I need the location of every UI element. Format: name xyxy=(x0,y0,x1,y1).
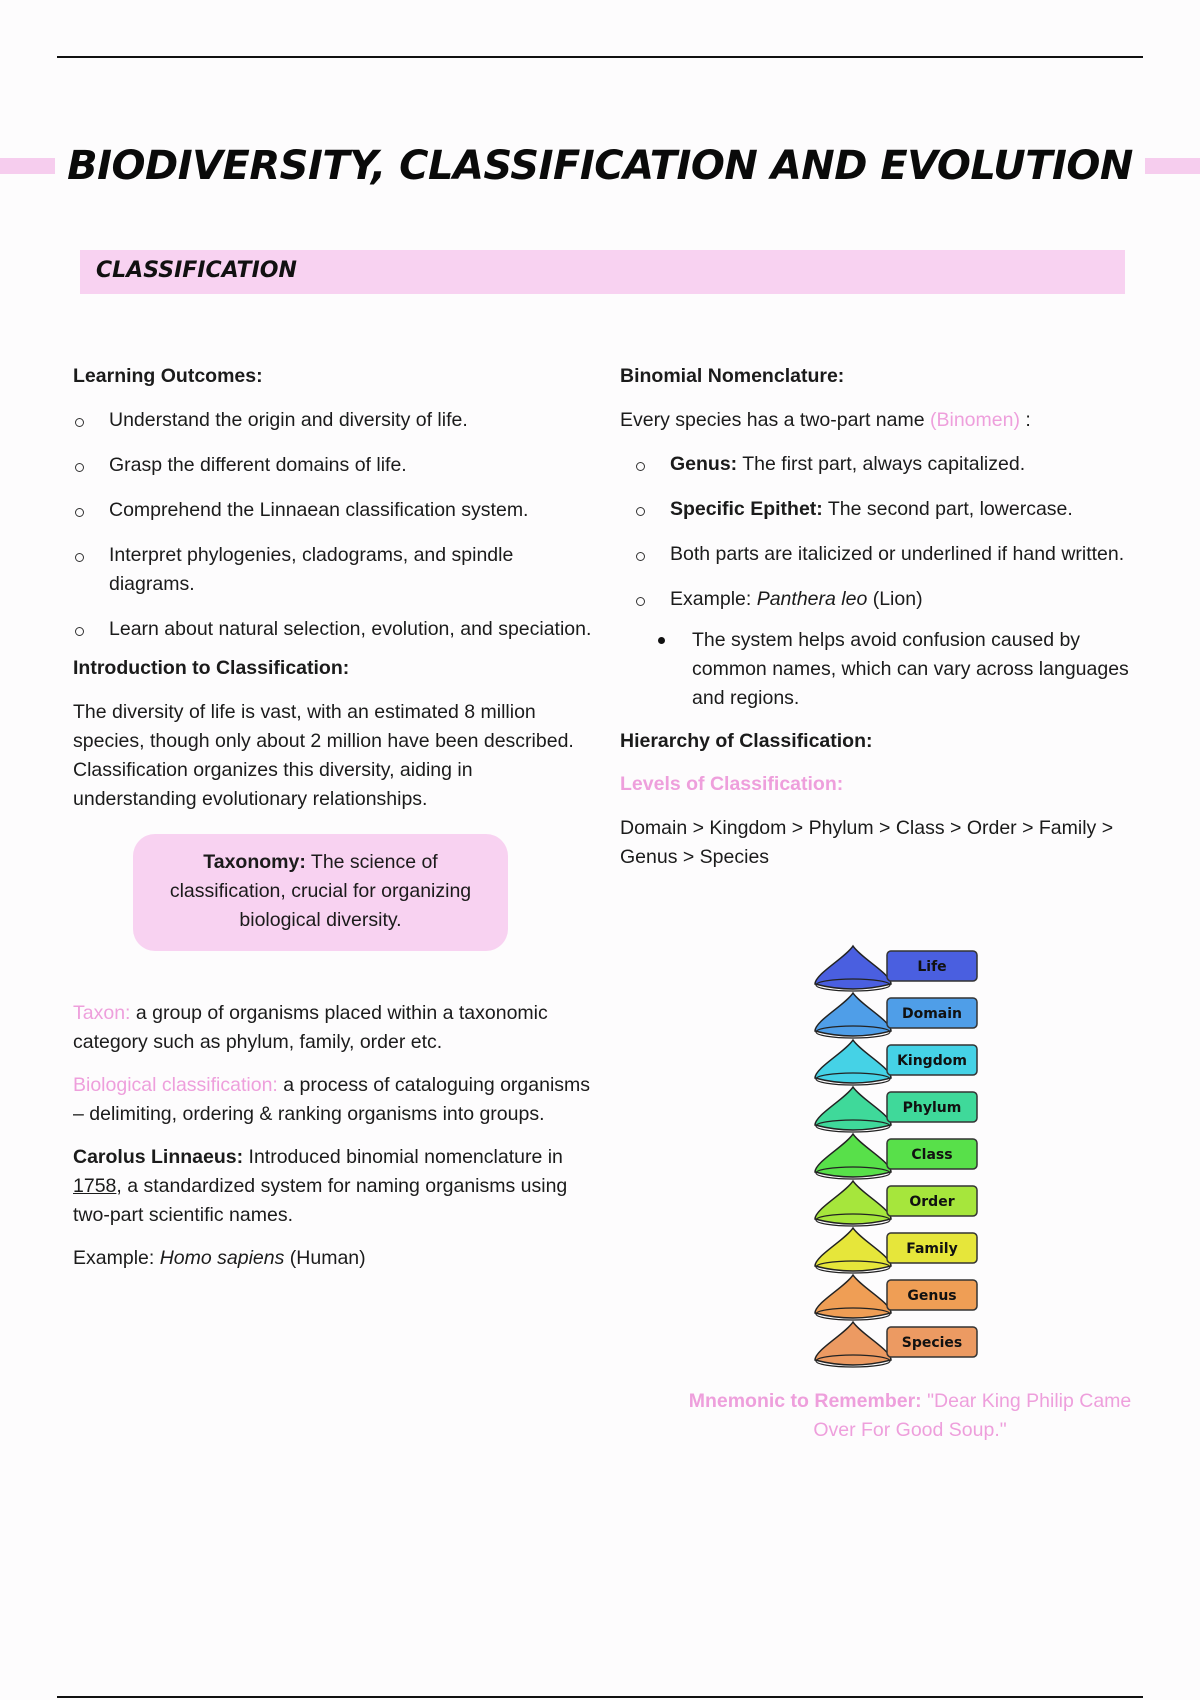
bioclass-definition xyxy=(73,1071,593,1129)
spindle-level-phylum xyxy=(815,1087,977,1132)
mnemonic-text: "Dear King Philip Came Over For Good Soup." xyxy=(813,1390,1132,1441)
binomial-list xyxy=(620,450,1140,614)
linnaeus-text: Introduced binomial nomenclature in xyxy=(243,1146,563,1168)
taxon-term: Taxon: xyxy=(73,1002,131,1024)
mnemonic xyxy=(680,1387,1140,1445)
human-example xyxy=(73,1244,593,1273)
binomial-intro-text: Every species has a two-part name xyxy=(620,409,930,431)
spindle-level-life xyxy=(815,946,977,991)
taxonomy-text: The science of classification, crucial for organizing biological diversity. xyxy=(169,851,472,931)
page-title: BIODIVERSITY, CLASSIFICATION AND EVOLUTION xyxy=(0,140,1200,192)
spindle-label: Class xyxy=(911,1147,953,1163)
spindle-level-order xyxy=(815,1181,977,1226)
spindle-bell xyxy=(815,1322,891,1365)
outcomes-heading: Learning Outcomes: xyxy=(73,365,263,387)
right-column xyxy=(620,362,1140,886)
levels-text: Domain > Kingdom > Phylum > Class > Order > Family > Genus > Species xyxy=(620,817,1114,868)
spindle-level-genus xyxy=(815,1275,977,1320)
spindle-label: Genus xyxy=(907,1288,957,1304)
bottom-rule xyxy=(57,1696,1143,1698)
list-item: Comprehend the Linnaean classification system. xyxy=(73,496,593,525)
list-item: Interpret phylogenies, cladograms, and spindle diagrams. xyxy=(73,541,593,599)
example-common: (Lion) xyxy=(867,588,923,610)
binomen-term: (Binomen) xyxy=(929,409,1020,431)
taxonomy-term: Taxonomy: xyxy=(203,851,306,873)
example-name: Panthera leo xyxy=(756,588,868,610)
spindle-bell xyxy=(815,1087,891,1130)
binomial-heading: Binomial Nomenclature: xyxy=(620,365,845,387)
spindle-bell xyxy=(815,1040,891,1083)
hierarchy-heading: Hierarchy of Classification: xyxy=(620,730,873,752)
list-item: Learn about natural selection, evolution, and speciation. xyxy=(73,615,593,644)
binomial-colon: : xyxy=(1019,409,1031,431)
spindle-label: Kingdom xyxy=(897,1053,967,1069)
spindle-level-family xyxy=(815,1228,977,1273)
classification-spindle-diagram xyxy=(805,938,985,1378)
intro-heading: Introduction to Classification: xyxy=(73,657,350,679)
intro-text: The diversity of life is vast, with an estimated 8 million species, though only about 2 million have been described. Classification organizes this diversity, aiding in understanding evolutionary relationships. xyxy=(73,701,574,810)
section-title: CLASSIFICATION xyxy=(96,258,297,283)
spindle-label: Life xyxy=(917,959,947,975)
left-column xyxy=(73,362,593,1287)
list-item xyxy=(620,450,1140,479)
spindle-level-species xyxy=(815,1322,977,1367)
linnaeus-paragraph xyxy=(73,1143,593,1230)
section-header xyxy=(80,250,1125,294)
spindle-bell xyxy=(815,1134,891,1177)
example-label: Example: xyxy=(73,1247,160,1269)
spindle-bell xyxy=(815,993,891,1036)
spindle-bell xyxy=(815,946,891,989)
taxon-text: a group of organisms placed within a taxonomic category such as phylum, family, order etc. xyxy=(73,1002,548,1053)
taxonomy-callout xyxy=(133,834,508,951)
mnemonic-label: Mnemonic to Remember: xyxy=(688,1390,922,1412)
epithet-text: The second part, lowercase. xyxy=(822,498,1073,520)
genus-term: Genus: xyxy=(670,453,738,475)
spindle-label: Domain xyxy=(901,1006,963,1022)
spindle-label: Order xyxy=(909,1194,955,1210)
spindle-label: Family xyxy=(906,1241,958,1257)
example-common: (Human) xyxy=(284,1247,366,1269)
example-name: Homo sapiens xyxy=(159,1247,285,1269)
binomial-intro xyxy=(620,406,1140,435)
list-item xyxy=(620,495,1140,524)
bioclass-text: a process of cataloguing organisms – delimiting, ordering & ranking organisms into groups. xyxy=(73,1074,591,1125)
linnaeus-text-end: , a standardized system for naming organisms using two-part scientific names. xyxy=(73,1175,568,1226)
list-item: Grasp the different domains of life. xyxy=(73,451,593,480)
example-label: Example: xyxy=(670,588,757,610)
list-item xyxy=(620,585,1140,614)
bioclass-term: Biological classification: xyxy=(73,1074,278,1096)
system-note-list xyxy=(620,626,1140,713)
list-item: Both parts are italicized or underlined if hand written. xyxy=(620,540,1140,569)
spindle-label: Species xyxy=(901,1335,963,1351)
top-rule xyxy=(57,56,1143,58)
epithet-term: Specific Epithet: xyxy=(670,498,823,520)
spindle-level-domain xyxy=(815,993,977,1038)
spindle-level-class xyxy=(815,1134,977,1179)
linnaeus-year: 1758 xyxy=(73,1175,117,1197)
genus-text: The first part, always capitalized. xyxy=(737,453,1026,475)
spindle-bell xyxy=(815,1181,891,1224)
system-note: The system helps avoid confusion caused by common names, which can vary across languages and regions. xyxy=(620,626,1140,713)
spindle-bell xyxy=(815,1275,891,1318)
list-item: Understand the origin and diversity of life. xyxy=(73,406,593,435)
levels-heading: Levels of Classification: xyxy=(620,773,844,795)
spindle-level-kingdom xyxy=(815,1040,977,1085)
linnaeus-term: Carolus Linnaeus: xyxy=(73,1146,244,1168)
outcomes-list xyxy=(73,406,593,644)
taxon-definition xyxy=(73,999,593,1057)
spindle-label: Phylum xyxy=(902,1100,962,1116)
spindle-bell xyxy=(815,1228,891,1271)
